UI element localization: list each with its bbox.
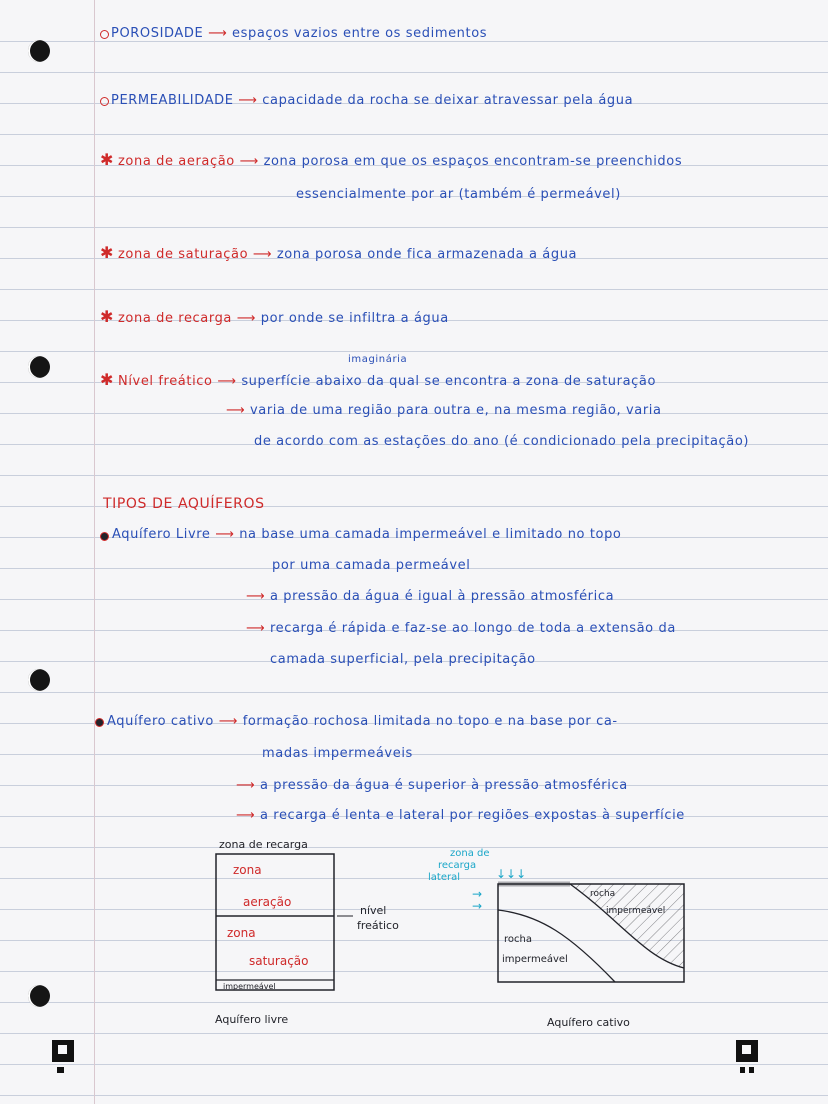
right-arrows-icon: → [472,899,483,913]
label-rocha-bottom: rocha [504,934,532,945]
label-freatico: freático [357,919,399,932]
label-zona-2: zona [227,926,256,940]
bullet-icon [100,97,109,106]
caption-cativo: Aquífero cativo [547,1016,630,1029]
def-nivel-2: ⟶ varia de uma região para outra e, na mesma região, varia [226,403,662,418]
note-aeracao: zona de aeração ⟶ zona porosa em que os espaços encontram-se preenchidos [118,154,683,169]
label-aeracao: aeração [243,895,292,909]
diagram-aquifero-cativo [420,840,710,1040]
term-recarga: zona de recarga [118,311,233,326]
def-nivel: superfície abaixo da qual se encontra a zona de saturação [241,374,656,389]
binder-hole [28,40,50,62]
def-aeracao-cont: essencialmente por ar (também é permeável) [296,187,621,202]
page-marker-icon [736,1040,758,1074]
note-imaginaria: imaginária [348,354,408,365]
star-icon: ✱ [100,370,114,389]
note-recarga: zona de recarga ⟶ por onde se infiltra a água [118,311,449,326]
def-saturacao: zona porosa onde fica armazenada a água [276,247,578,262]
term-nivel: Nível freático [118,374,213,389]
def-aeracao: zona porosa em que os espaços encontram-se preenchidos [263,154,683,169]
def-permeabilidade: capacidade da rocha se deixar atravessar pela água [262,93,634,108]
section-heading: TIPOS DE AQUÍFEROS [103,496,265,512]
livre-l3: ⟶ a pressão da água é igual à pressão atmosférica [246,589,615,604]
label-zona-recarga: zona de recarga [219,838,308,851]
def-porosidade: espaços vazios entre os sedimentos [232,26,488,41]
caption-livre: Aquífero livre [215,1013,289,1026]
bullet-icon [100,532,109,541]
binder-hole [28,985,50,1007]
livre-l4: ⟶ recarga é rápida e faz-se ao longo de toda a extensão da [246,621,676,636]
label-saturacao: saturação [249,954,309,968]
term-cativo: Aquífero cativo [107,714,214,729]
star-icon: ✱ [100,243,114,262]
bottom-boundary [498,910,615,982]
page-marker-icon [52,1040,74,1074]
label-nivel: nível [360,904,387,917]
cativo-l2: madas impermeáveis [262,746,413,761]
label-rocha-top: rocha [590,889,616,899]
note-saturacao: zona de saturação ⟶ zona porosa onde fica armazenada a água [118,247,578,262]
aquifero-cativo: Aquífero cativo ⟶ formação rochosa limitada no topo e na base por ca- [107,714,618,729]
term-saturacao: zona de saturação [118,247,249,262]
term-aeracao: zona de aeração [118,154,235,169]
bullet-icon [95,718,104,727]
margin-line [94,0,95,1104]
term-permeabilidade: PERMEABILIDADE [111,93,234,108]
livre-l2: por uma camada permeável [272,558,471,573]
label-zona-de: zona de [450,848,490,859]
binder-hole [28,669,50,691]
label-zona-1: zona [233,863,262,877]
down-arrows-icon: ↓↓↓ [496,867,527,881]
star-icon: ✱ [100,307,114,326]
cativo-l3: ⟶ a pressão da água é superior à pressão atmosférica [236,778,628,793]
right-arrows-icon: → [472,887,483,901]
aquifero-livre: Aquífero Livre ⟶ na base uma camada impermeável e limitado no topo [112,527,622,542]
label-impermeavel-top: impermeável [606,906,666,916]
livre-l5: camada superficial, pela precipitação [270,652,536,667]
cativo-l4: ⟶ a recarga é lenta e lateral por regiões expostas à superfície [236,808,685,823]
def-recarga: por onde se infiltra a água [260,311,449,326]
def-nivel-3: de acordo com as estações do ano (é condicionado pela precipitação) [254,434,750,449]
term-livre: Aquífero Livre [112,527,211,542]
diagram-aquifero-livre [205,830,435,1030]
note-porosidade: POROSIDADE ⟶ espaços vazios entre os sedimentos [111,26,488,41]
star-icon: ✱ [100,150,114,169]
binder-hole [28,356,50,378]
term-porosidade: POROSIDADE [111,26,204,41]
label-impermeavel: impermeável [223,982,276,991]
label-lateral: lateral [428,872,460,883]
note-nivel: Nível freático ⟶ superfície abaixo da qual se encontra a zona de saturação [118,374,656,389]
note-permeabilidade: PERMEABILIDADE ⟶ capacidade da rocha se deixar atravessar pela água [111,93,634,108]
label-recarga: recarga [438,860,477,871]
bullet-icon [100,30,109,39]
label-impermeavel-bottom: impermeável [502,954,568,965]
